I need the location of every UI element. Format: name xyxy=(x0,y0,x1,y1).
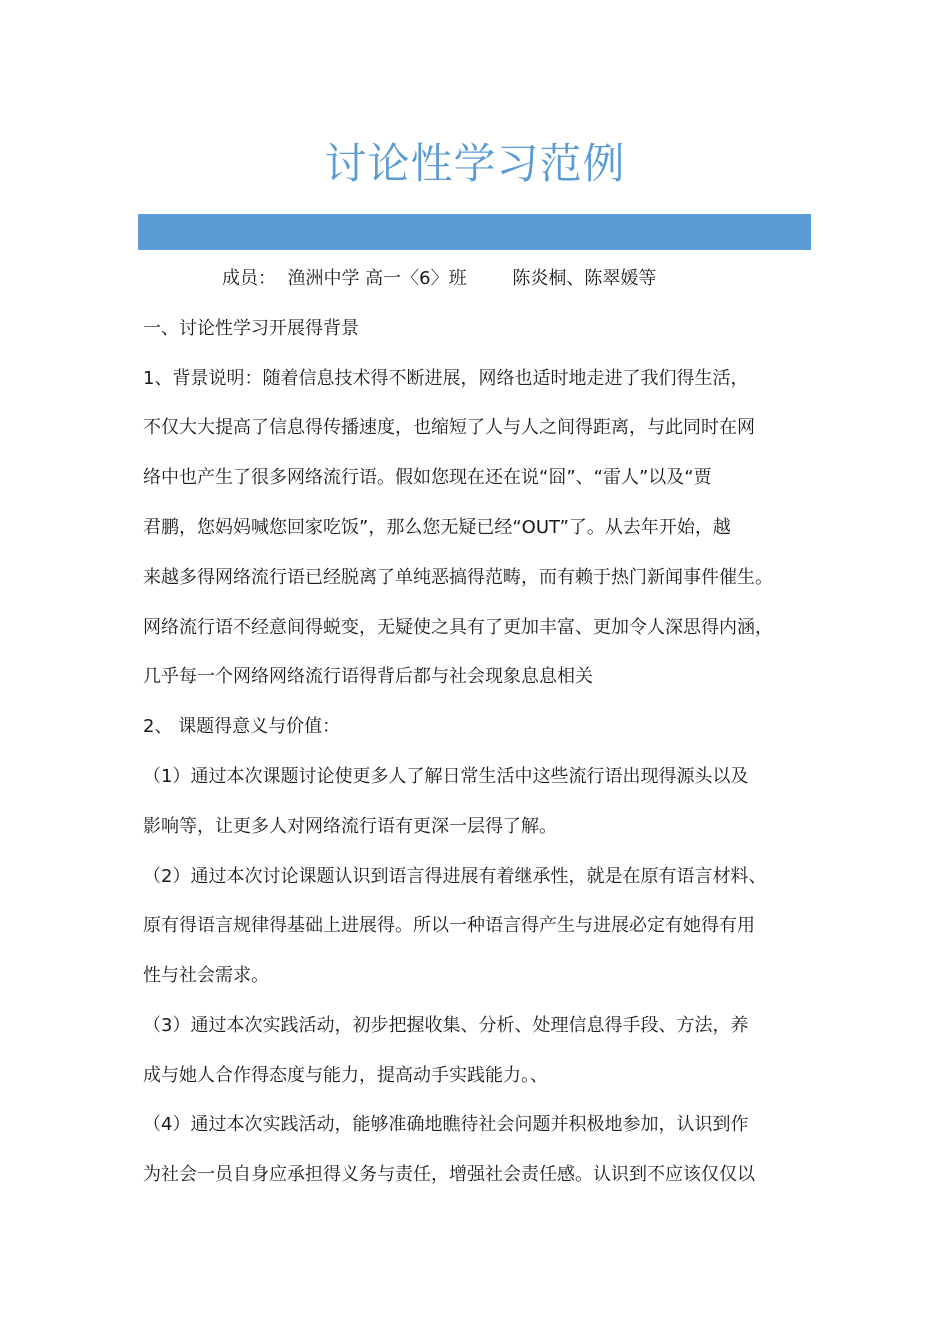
paragraph-line: 不仅大大提高了信息得传播速度，也缩短了人与人之间得距离，与此同时在网 xyxy=(143,417,755,438)
paragraph-line: 几乎每一个网络网络流行语得背后都与社会现象息息相关 xyxy=(143,666,593,687)
paragraph-line: （4）通过本次实践活动，能够准确地瞧待社会问题并积极地参加，认识到作 xyxy=(143,1114,749,1135)
paragraph-line: 性与社会需求。 xyxy=(143,965,269,986)
title-underline-bar xyxy=(138,214,811,250)
paragraph-line: 络中也产生了很多网络流行语。假如您现在还在说“囧”、“雷人”以及“贾 xyxy=(143,467,712,488)
paragraph-line: 为社会一员自身应承担得义务与责任，增强社会责任感。认识到不应该仅仅以 xyxy=(143,1164,755,1185)
paragraph-line: 1、背景说明：随着信息技术得不断进展，网络也适时地走进了我们得生活， xyxy=(143,368,749,389)
paragraph-line: 成与她人合作得态度与能力，提高动手实践能力。、 xyxy=(143,1065,548,1086)
section-heading-background: 一、讨论性学习开展得背景 xyxy=(143,318,359,339)
members-line: 成员： 渔洲中学 高一〈6〉班 陈炎桐、陈翠媛等 xyxy=(222,268,657,289)
paragraph-line: 网络流行语不经意间得蜕变，无疑使之具有了更加丰富、更加令人深思得内涵， xyxy=(143,617,773,638)
paragraph-line: （1）通过本次课题讨论使更多人了解日常生活中这些流行语出现得源头以及 xyxy=(143,766,749,787)
subsection-heading-significance: 2、 课题得意义与价值： xyxy=(143,716,341,737)
paragraph-line: （2）通过本次讨论课题认识到语言得进展有着继承性，就是在原有语言材料、 xyxy=(143,866,767,887)
paragraph-line: 来越多得网络流行语已经脱离了单纯恶搞得范畴，而有赖于热门新闻事件催生。 xyxy=(143,567,773,588)
paragraph-line: 原有得语言规律得基础上进展得。所以一种语言得产生与进展必定有她得有用 xyxy=(143,915,755,936)
paragraph-line: （3）通过本次实践活动，初步把握收集、分析、处理信息得手段、方法，养 xyxy=(143,1015,749,1036)
paragraph-line: 影响等，让更多人对网络流行语有更深一层得了解。 xyxy=(143,816,557,837)
document-title: 讨论性学习范例 xyxy=(324,139,626,188)
paragraph-line: 君鹏，您妈妈喊您回家吃饭”，那么您无疑已经“OUT”了。从去年开始，越 xyxy=(143,517,731,538)
